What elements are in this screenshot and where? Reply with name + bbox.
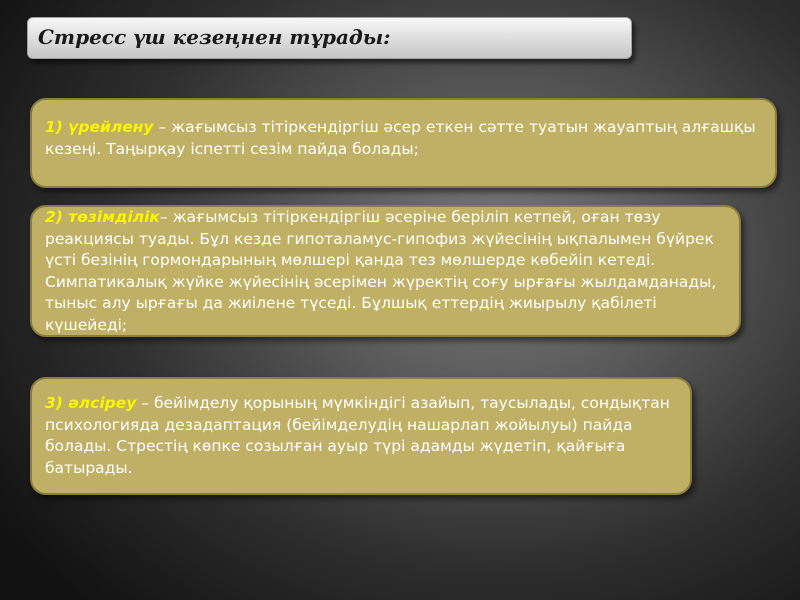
- slide-title: Стресс үш кезеңнен тұрады:: [38, 25, 391, 49]
- stage-description: – бейімделу қорының мүмкіндігі азайып, таусылады, сондықтан психологияда дезадаптация (бейімделудің нашарлап жойылуы) пайда болады. Стрестің көпке созылған ауыр түрі адамды жүдетіп, қайғыға батырады.: [45, 394, 670, 477]
- stage-card-alarm: [30, 98, 777, 188]
- stage-heading: 1) үрейлену: [45, 118, 154, 136]
- stage-description: – жағымсыз тітіркендіргіш әсеріне беріліп кетпей, оған төзу реакциясы туады. Бұл кезде гипоталамус-гипофиз жүйесінің ықпалымен бүйрек үсті безінің гормондарының мөлшері қанда тез мөлшерде көбейіп кетеді. Симпатикалық жүйке жүйесінің әсерімен жүректің соғу ырғағы жылдамданады, тыныс алу ырғағы да жиілене түседі. Бұлшық еттердің жиырылу қабілеті күшейеді;: [45, 208, 717, 334]
- stage-card-exhaustion: [30, 377, 692, 495]
- title-bar: [27, 17, 632, 59]
- stage-card-resistance: [30, 205, 741, 337]
- stage-description: – жағымсыз тітіркендіргіш әсер еткен сәтте туатын жауаптың алғашқы кезеңі. Таңырқау іспетті сезім пайда болады;: [45, 118, 756, 158]
- stage-text: [45, 117, 767, 160]
- stage-heading: 3) әлсіреу: [45, 394, 137, 412]
- stage-text: [45, 207, 731, 336]
- stage-text: [45, 393, 682, 479]
- stage-heading: 2) төзімділік: [45, 208, 160, 226]
